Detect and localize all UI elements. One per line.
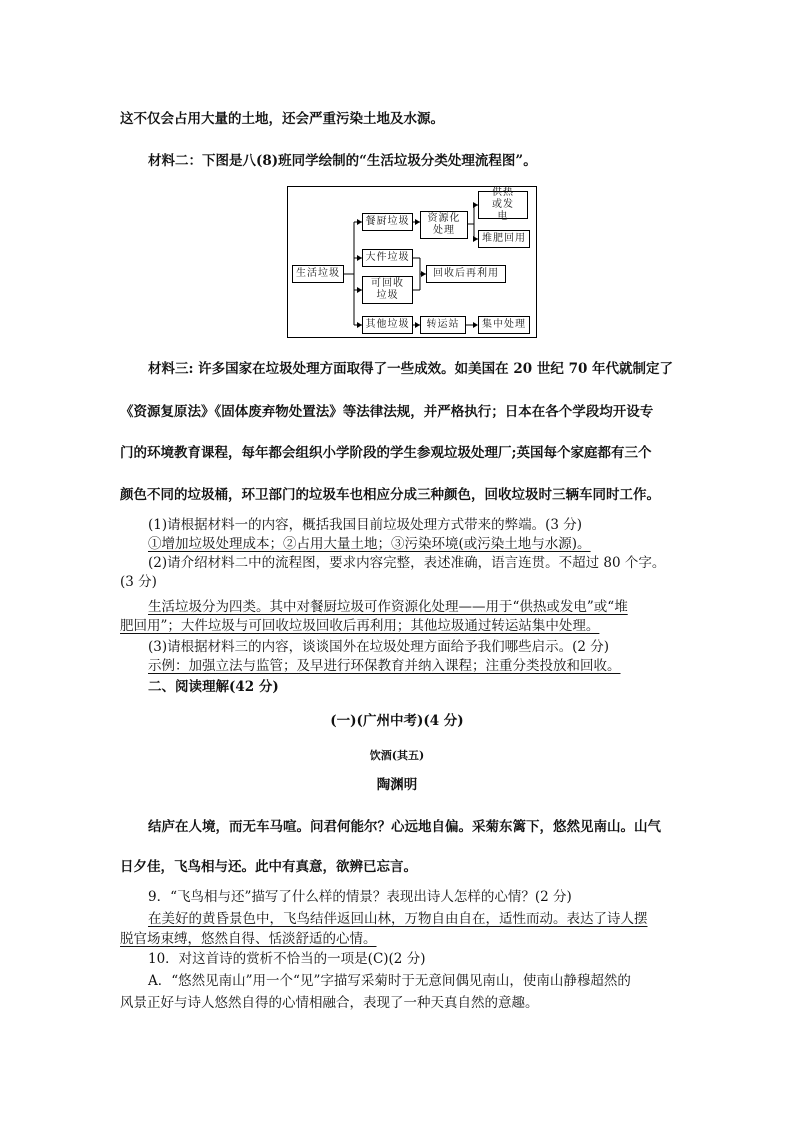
node-compost: 堆肥回用 [478,230,530,248]
poem-title: 饮酒(其五) [369,749,425,762]
poem-line: 日夕佳，飞鸟相与还。此中有真意，欲辨已忘言。 [120,859,417,875]
section-two-heading: 二、阅读理解(42 分) [148,679,279,695]
material-three-line: 门的环境教育课程，每年都会组织小学阶段的学生参观垃圾处理厂;英国每个家庭都有三个 [120,445,652,461]
question-2: (2)请介绍材料二中的流程图，要求内容完整，表述准确，语言连贯。不超过 80 个字。 [148,555,666,571]
node-central-processing: 集中处理 [478,316,530,334]
answer-9: 在美好的黄昏景色中，飞鸟结伴返回山林，万物自由自在，适性而动。表达了诗人摆 [148,911,648,927]
node-resource-treatment: 资源化处理 [420,211,468,239]
node-heat-power: 供热或发电 [478,191,528,219]
node-recyclable-waste: 可回收垃圾 [362,276,413,304]
node-bulky-waste: 大件垃圾 [362,249,413,267]
node-domestic-garbage: 生活垃圾 [292,265,344,283]
answer-2: 肥回用”；大件垃圾与可回收垃圾回收后再利用；其他垃圾通过转运站集中处理。 [120,618,600,634]
answer-1: ①增加垃圾处理成本；②占用大量土地；③污染环境(或污染土地与水源)。 [148,536,591,552]
answer-9: 脱官场束缚，悠然自得、恬淡舒适的心情。 [120,931,377,947]
node-other-waste: 其他垃圾 [362,316,413,334]
question-9: 9．“飞鸟相与还”描写了什么样的情景？表现出诗人怎样的心情？(2 分) [148,889,572,905]
node-transfer-station: 转运站 [420,316,466,334]
option-a: A．“悠然见南山”用一个“见”字描写采菊时于无意间偶见南山，使南山静穆超然的 [148,973,631,989]
node-kitchen-waste: 餐厨垃圾 [362,213,413,231]
node-recycle-reuse: 回收后再利用 [426,265,506,283]
material-two-heading: 材料二：下图是八(8)班同学绘制的“生活垃圾分类处理流程图”。 [148,153,537,169]
garbage-flowchart [287,186,537,338]
question-1: (1)请根据材料一的内容，概括我国目前垃圾处理方式带来的弊端。(3 分) [148,517,583,533]
text-line: 这不仅会占用大量的土地，还会严重污染土地及水源。 [120,111,444,127]
option-a: 风景正好与诗人悠然自得的心情相融合，表现了一种天真自然的意趣。 [120,995,539,1011]
answer-3: 示例：加强立法与监管；及早进行环保教育并纳入课程；注重分类投放和回收。 [148,658,621,674]
material-three-line: 材料三: 许多国家在垃圾处理方面取得了一些成效。如美国在 20 世纪 70 年代就制定了 [148,361,674,377]
question-3: (3)请根据材料三的内容，谈谈国外在垃圾处理方面给予我们哪些启示。(2 分) [148,639,610,655]
material-three-line: 《资源复原法》《固体废弃物处置法》等法律法规，并严格执行；日本在各个学段均开设专 [120,404,654,420]
material-three-line: 颜色不同的垃圾桶，环卫部门的垃圾车也相应分成三种颜色，回收垃圾时三辆车同时工作。 [120,487,660,503]
question-2-score: (3 分) [120,574,157,590]
answer-2: 生活垃圾分为四类。其中对餐厨垃圾可作资源化处理——用于“供热或发电”或“堆 [148,599,628,615]
question-10: 10．对这首诗的赏析不恰当的一项是(C)(2 分) [148,951,426,967]
subsection-heading: (一)(广州中考)(4 分) [330,713,464,729]
poem-line: 结庐在人境，而无车马喧。问君何能尔？心远地自偏。采菊东篱下，悠然见南山。山气 [148,819,661,835]
poem-author: 陶渊明 [376,777,418,793]
